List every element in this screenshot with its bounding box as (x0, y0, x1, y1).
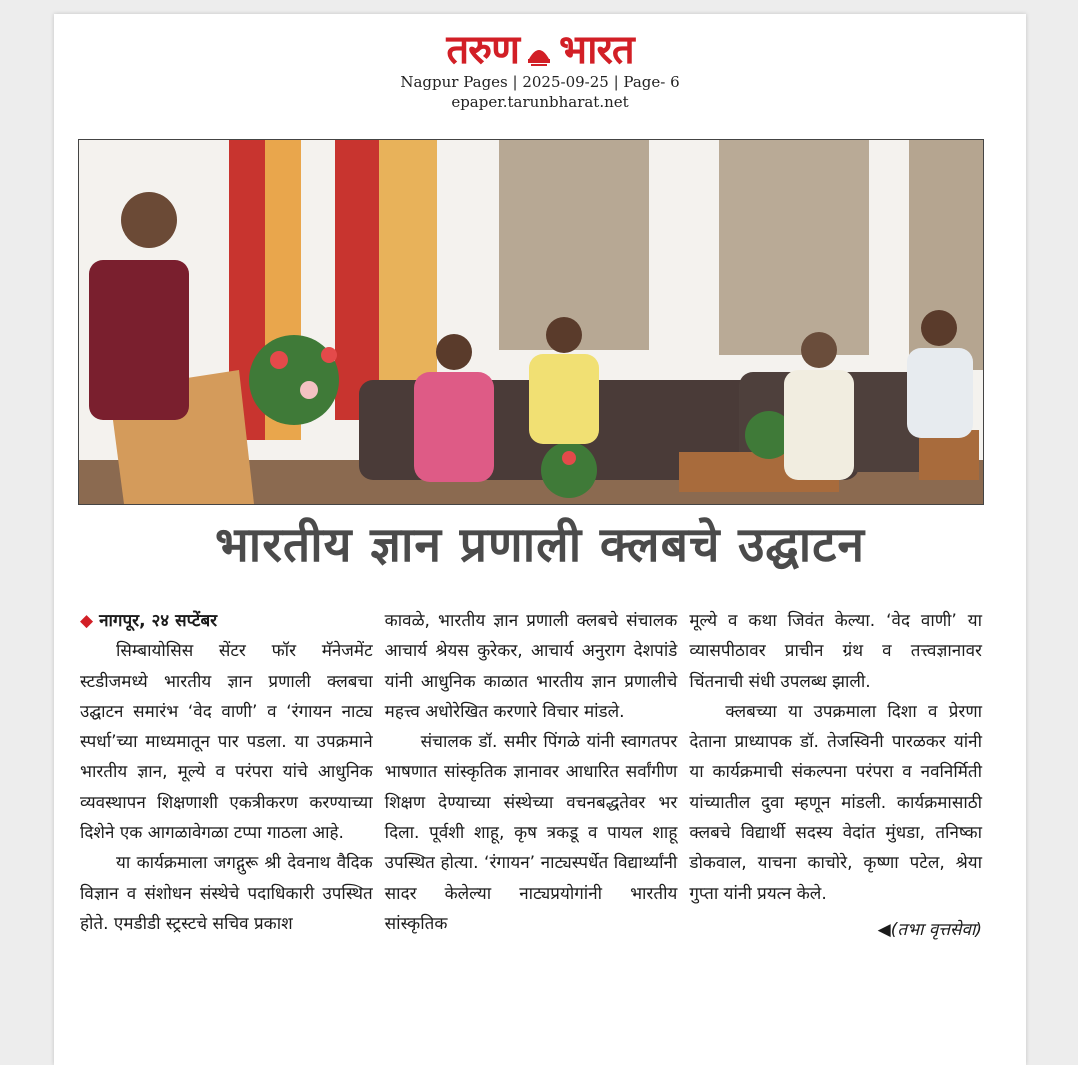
paragraph: क्लबच्या या उपक्रमाला दिशा व प्रेरणा देताना प्राध्यापक डॉ. तेजस्विनी पारळकर यांनी या कार्यक्रमाची संकल्पना परंपरा व नवनिर्मिती यांच्यातील दुवा म्हणून मांडली. कार्यक्रमासाठी क्लबचे विद्यार्थी सदस्य वेदांत मुंधडा, तनिष्का डोकवाल, याचना काचोरे, कृष्णा पटेल, श्रेया गुप्ता यांनी प्रयत्न केले. (689, 701, 983, 904)
logo-text-left: तरुण (446, 27, 519, 73)
credit-text: (तभा वृत्तसेवा) (890, 919, 983, 940)
logo-text-right: भारत (559, 27, 634, 73)
newspaper-page (54, 14, 1026, 1065)
newspaper-logo (446, 28, 633, 72)
article-column-1 (80, 606, 373, 1036)
news-credit (689, 915, 982, 945)
event-photo (78, 139, 984, 505)
paragraph: मूल्ये व कथा जिवंत केल्या. ‘वेद वाणी’ या व्यासपीठावर प्राचीन ग्रंथ व तत्त्वज्ञानावर चिंतनाची संधी उपलब्ध झाली. (689, 611, 983, 692)
dateline (80, 606, 373, 636)
headline: भारतीय ज्ञान प्रणाली क्लबचे उद्घाटन (215, 517, 865, 573)
paragraph: या कार्यक्रमाला जगद्गुरू श्री देवनाथ वैदिक विज्ञान व संशोधन संस्थेचे पदाधिकारी उपस्थित होते. एमडीडी स्ट्रस्टचे सचिव प्रकाश (80, 853, 373, 934)
article-column-3 (689, 606, 982, 1036)
lamp-emblem-icon (525, 34, 553, 66)
event-photo-illustration (79, 140, 983, 504)
site-url: epaper.tarunbharat.net (451, 93, 629, 111)
paragraph: सिम्बायोसिस सेंटर फॉर मॅनेजमेंट स्टडीजमध्ये भारतीय ज्ञान प्रणाली क्लबचा उद्घाटन समारंभ ‘वेद वाणी’ व ‘रंगायन नाट्य स्पर्धा’च्या माध्यमातून पार पडला. या उपक्रमाने भारतीय ज्ञान, मूल्ये व परंपरा यांचे आधुनिक व्यवस्थापन शिक्षणाशी एकत्रीकरण करण्याच्या दिशेने एक आगळावेगळा टप्पा गाठला आहे. (80, 641, 373, 844)
article-columns (80, 606, 982, 1036)
arrow-left-icon: ◀ (877, 919, 891, 940)
masthead (54, 28, 1026, 112)
paragraph: संचालक डॉ. समीर पिंगळे यांनी स्वागतपर भाषणात सांस्कृतिक ज्ञानावर आधारित सर्वांगीण शिक्षण देण्याच्या संस्थेच्या वचनबद्धतेवर भर दिला. पूर्वशी शाहू, कृष त्रकडू व पायल शाहू उपस्थित होत्या. ‘रंगायन’ नाट्यस्पर्धेत विद्यार्थ्यांनी सादर केलेल्या नाट्यप्रयोगांनी भारतीय सांस्कृतिक (384, 732, 678, 934)
diamond-bullet-icon: ◆ (80, 611, 94, 631)
article-column-2 (385, 606, 678, 1036)
edition-line: Nagpur Pages | 2025-09-25 | Page- 6 (400, 73, 680, 91)
paragraph: कावळे, भारतीय ज्ञान प्रणाली क्लबचे संचालक आचार्य श्रेयस कुरेकर, आचार्य अनुराग देशपांडे यांनी आधुनिक काळात भारतीय ज्ञान प्रणालीचे महत्त्व अधोरेखित करणारे विचार मांडले. (384, 611, 678, 722)
dateline-text: नागपूर, २४ सप्टेंबर (99, 611, 218, 631)
